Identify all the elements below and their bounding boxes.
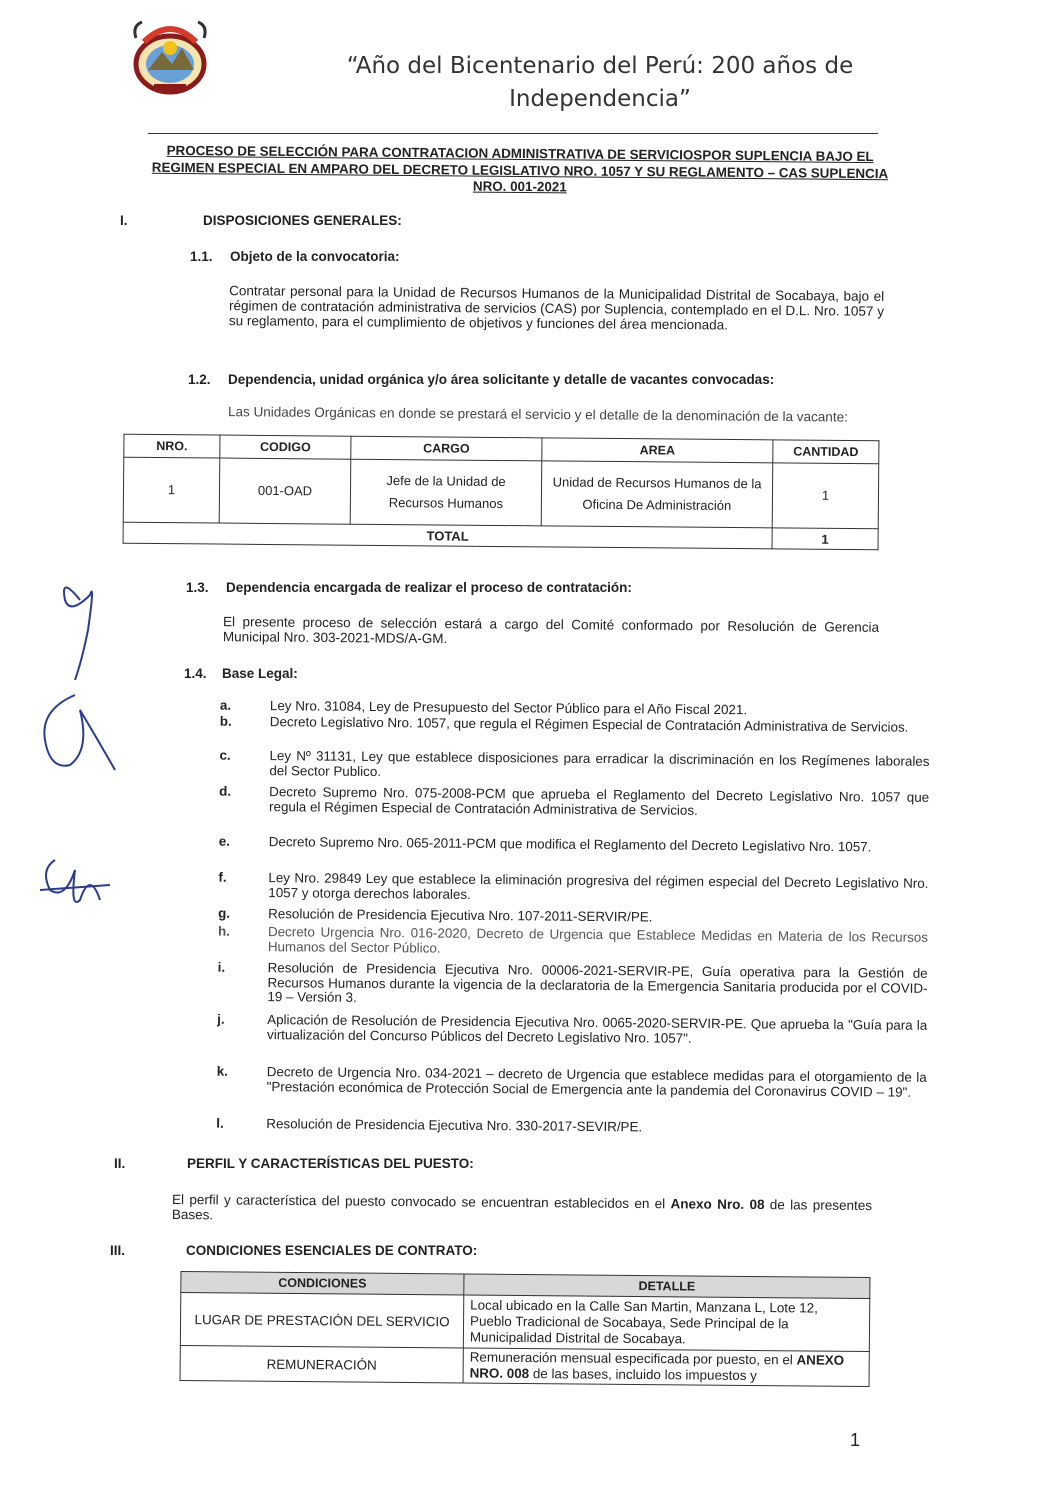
subsection-1-4-title: Base Legal: [222,666,298,681]
list-item [217,1011,928,1048]
subsection-1-2-number: 1.2. [188,372,211,387]
legal-text: Decreto de Urgencia Nro. 034-2021 – decreto de Urgencia que establece medidas para el otorgamiento de la "Prestación económica de Protección Social de Emergencia ante la pandemia del Coronavirus COVID – 19". [266,1064,927,1100]
legal-text: Resolución de Presidencia Ejecutiva Nro. 330-2017-SEVIR/PE. [266,1116,643,1135]
header-rule [148,133,878,134]
process-title: PROCESO DE SELECCIÓN PARA CONTRATACION ADMINISTRATIVA DE SERVICIOSPOR SUPLENCIA BAJO EL REGIMEN ESPECIAL EN AMPARO DEL DECRETO LEGISLATIVO NRO. 1057 Y SU REGLAMENTO – CAS SUPLENCIA NRO. 001-2021 [151,142,889,195]
section-2-number: II. [114,1156,126,1171]
list-item [217,923,929,960]
section-2-title: PERFIL Y CARACTERÍSTICAS DEL PUESTO: [187,1156,474,1171]
subsection-1-3-number: 1.3. [186,580,209,595]
cell-codigo: 001-OAD [219,458,351,524]
subsection-1-2-title: Dependencia, unidad orgánica y/o área solicitante y detalle de vacantes convocadas: [228,372,775,387]
section-3-title: CONDICIONES ESENCIALES DE CONTRATO: [186,1243,478,1258]
list-item [218,869,929,906]
header-codigo: CODIGO [220,435,351,459]
legal-letter: h. [217,923,230,939]
subsection-1-4-number: 1.4. [184,666,207,681]
contracting-unit-text: El presente proceso de selección estará a cargo del Comité conformado por Resolución de Gerencia Municipal Nro. 303-2021-MDS/A-GM. [222,614,880,647]
detail-cell [463,1348,869,1387]
legal-letter: i. [217,959,226,975]
profile-text-end: de las presentes Bases. [171,1197,873,1223]
legal-text: Decreto Urgencia Nro. 016-2020, Decreto de Urgencia que Establece Medidas en Materia de los Recursos Humanos del Sector Público. [267,924,929,956]
subsection-1-1-number: 1.1. [190,249,213,264]
legal-letter: b. [219,713,232,729]
list-item [219,747,930,784]
list-item [216,1063,927,1100]
condition-cell: LUGAR DE PRESTACIÓN DEL SERVICIO [180,1292,463,1347]
legal-text: Decreto Supremo Nro. 065-2011-PCM que modifica el Reglamento del Decreto Legislativo Nro. 1057. [268,834,872,855]
detail-text-end: de las bases, incluido los impuestos y [529,1366,757,1384]
legal-basis-list [216,697,930,1135]
annex-reference: ANEXO NRO. 008 [469,1352,845,1382]
legal-text: Decreto Supremo Nro. 075-2008-PCM que aprueba el Reglamento del Decreto Legislativo Nro. 1057 que regula el Régimen Especial de Contratación Administrativa de Servicios. [269,784,930,818]
municipality-logo [128,18,212,98]
list-item [219,783,930,820]
vacancies-table [123,434,880,551]
list-item [219,713,930,735]
total-label: TOTAL [123,522,772,549]
header-area: AREA [542,438,773,463]
header-cargo: CARGO [351,436,542,461]
legal-text: Resolución de Presidencia Ejecutiva Nro. 00006-2021-SERVIR-PE, Guía operativa para la Gestión de Recursos Humanos durante la vigencia de la declaratoria de la Emergencia Sanitaria producida por el COVID-19 – Versión 3. [267,960,928,1005]
page-number: 1 [850,1430,861,1450]
legal-text: Resolución de Presidencia Ejecutiva Nro. 107-2011-SERVIR/PE. [268,906,653,925]
conditions-table [180,1271,871,1387]
header-condiciones: CONDICIONES [181,1271,464,1294]
subsection-1-3-title: Dependencia encargada de realizar el proceso de contratación: [226,580,632,595]
detail-text-start: Remuneración mensual especificada por puesto, en el [469,1349,797,1368]
objective-text: Contratar personal para la Unidad de Recursos Humanos de la Municipalidad Distrital de Socabaya, bajo el régimen de contratación administrativa de servicios (CAS) por Suplencia, contemplado en el D.L. Nro. 1057 y su reglamento, para el cumplimiento de objetivos y funciones del área mencionada. [228,283,885,333]
header-cantidad: CANTIDAD [773,440,879,464]
vacancy-intro-text: Las Unidades Orgánicas en donde se prestará el servicio y el detalle de la denominación de la vacante: [227,404,848,425]
cell-cantidad: 1 [772,463,879,529]
list-item [216,1115,926,1137]
list-item [217,959,928,1010]
detail-cell: Local ubicado en la Calle San Martin, Manzana L, Lote 12, Pueblo Tradicional de Socabaya, Sede Principal de la Municipalidad Distrital de Socabaya. [463,1295,869,1352]
legal-letter: a. [219,697,232,713]
section-3-number: III. [110,1243,126,1258]
cell-nro: 1 [123,457,220,523]
table-row [180,1292,869,1351]
total-value: 1 [772,528,878,550]
subsection-1-1-title: Objeto de la convocatoria: [230,249,400,264]
legal-text: Ley Nro. 29849 Ley que establece la eliminación progresiva del régimen especial del Decreto Legislativo Nro. 1057 y otorga derechos laborales. [268,870,929,902]
cell-cargo: Jefe de la Unidad de Recursos Humanos [350,459,542,526]
section-1-title: DISPOSICIONES GENERALES: [203,213,402,228]
legal-letter: e. [218,833,231,849]
legal-letter: k. [216,1063,229,1079]
profile-text-start: El perfil y característica del puesto convocado se encuentran establecidos en el [172,1191,671,1212]
legal-text: Ley Nro. 31084, Ley de Presupuesto del Sector Público para el Año Fiscal 2021. [269,698,748,718]
table-row [180,1345,869,1386]
legal-letter: d. [219,783,232,799]
legal-text: Ley Nº 31131, Ley que establece disposiciones para erradicar la discriminación en los Regímenes laborales del Sector Publico. [269,748,930,779]
list-item [218,833,929,855]
handwritten-signature [20,570,130,940]
legal-letter: j. [217,1011,225,1027]
year-title: “Año del Bicentenario del Perú: 200 años de Independencia” [346,53,854,112]
section-1-number: I. [120,213,128,228]
annex-reference: Anexo Nro. 08 [670,1196,765,1213]
legal-letter: l. [216,1115,224,1131]
legal-letter: g. [218,905,231,921]
profile-text [172,1192,872,1228]
condition-cell: REMUNERACIÓN [180,1345,463,1382]
cell-area: Unidad de Recursos Humanos de la Oficina De Administración [541,461,773,528]
table-row [123,457,879,529]
header-detalle: DETALLE [464,1274,870,1299]
legal-letter: f. [218,869,227,885]
legal-text: Decreto Legislativo Nro. 1057, que regula el Régimen Especial de Contratación Administrativa de Servicios. [269,714,909,735]
header-nro: NRO. [124,434,220,458]
legal-text: Aplicación de Resolución de Presidencia Ejecutiva Nro. 0065-2020-SERVIR-PE. Que aprueba la "Guía para la virtualización del Concurso Públicos del Decreto Legislativo Nro. 1057". [267,1012,928,1046]
legal-letter: c. [219,747,231,763]
